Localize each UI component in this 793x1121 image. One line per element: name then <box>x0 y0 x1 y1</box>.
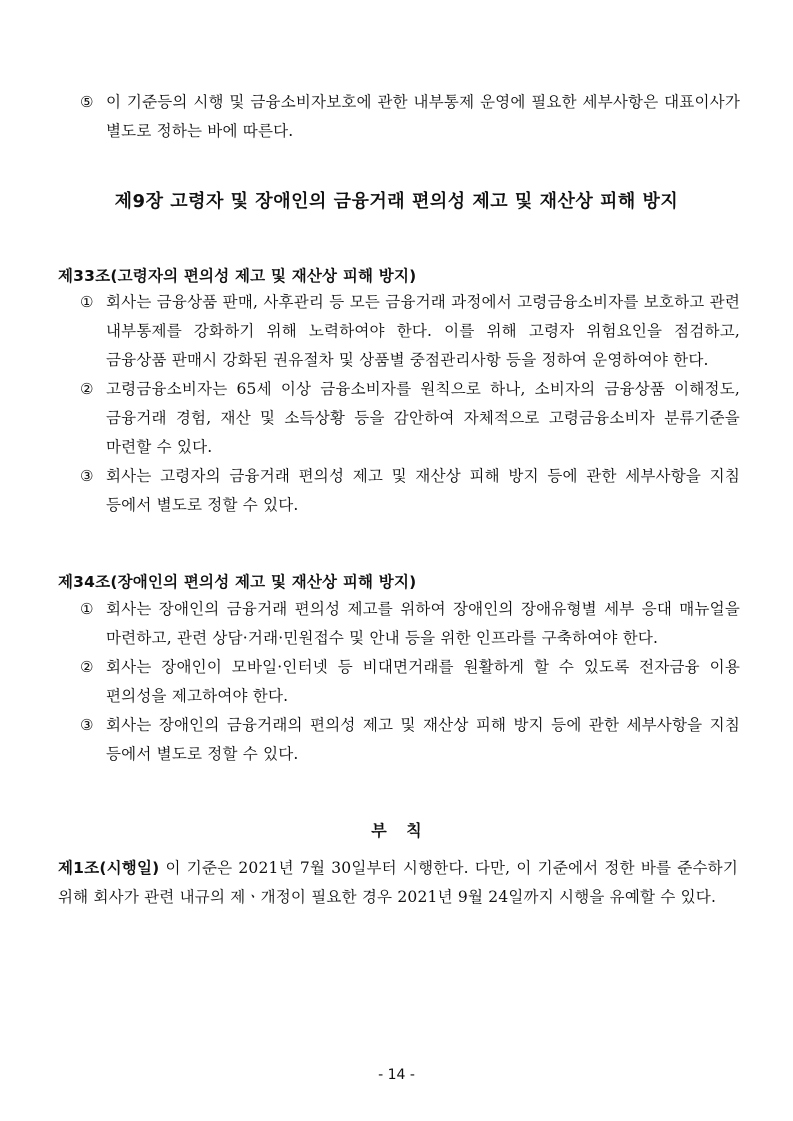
clause-number: ① <box>80 293 94 311</box>
article-34-clause-3 <box>80 711 740 769</box>
previous-clause <box>80 88 740 146</box>
clause-text: 회사는 장애인이 모바일·인터넷 등 비대면거래를 원활하게 할 수 있도록 전자금융 이용 편의성을 제고하여야 한다. <box>106 658 740 705</box>
article-33-body <box>80 288 740 520</box>
article-33-clause-3 <box>80 462 740 520</box>
clause-text: 회사는 금융상품 판매, 사후관리 등 모든 금융거래 과정에서 고령금융소비자를 보호하고 관련 내부통제를 강화하기 위해 노력하여야 한다. 이를 위해 고령자 위험요인을 점검하고, 금융상품 판매시 강화된 권유절차 및 상품별 중점관리사항 등을 정하여 운영하여야 한다. <box>106 293 740 369</box>
clause-5 <box>80 88 740 146</box>
clause-text: 회사는 장애인의 금융거래의 편의성 제고 및 재산상 피해 방지 등에 관한 세부사항을 지침 등에서 별도로 정할 수 있다. <box>106 716 740 763</box>
clause-number: ② <box>80 380 94 398</box>
article-label: 제1조(시행일) <box>58 859 160 877</box>
clause-text: 회사는 고령자의 금융거래 편의성 제고 및 재산상 피해 방지 등에 관한 세부사항을 지침 등에서 별도로 정할 수 있다. <box>106 467 740 514</box>
supplementary-heading: 부 칙 <box>371 821 422 840</box>
clause-text: 고령금융소비자는 65세 이상 금융소비자를 원칙으로 하나, 소비자의 금융상품 이해정도, 금융거래 경험, 재산 및 소득상황 등을 감안하여 자체적으로 고령금융소비자 분류기준을 마련할 수 있다. <box>106 380 740 456</box>
article-33-clause-2 <box>80 375 740 462</box>
article-34-clause-1 <box>80 595 740 653</box>
supplementary-article-1 <box>58 854 738 912</box>
clause-number: ③ <box>80 716 94 734</box>
page-number: - 14 - <box>378 1067 415 1083</box>
clause-number: ③ <box>80 467 94 485</box>
clause-text: 이 기준등의 시행 및 금융소비자보호에 관한 내부통제 운영에 필요한 세부사항은 대표이사가 별도로 정하는 바에 따른다. <box>106 93 740 140</box>
article-34-body <box>80 595 740 769</box>
chapter-title: 제9장 고령자 및 장애인의 금융거래 편의성 제고 및 재산상 피해 방지 <box>114 191 679 212</box>
article-34-clause-2 <box>80 653 740 711</box>
clause-number: ⑤ <box>80 93 94 111</box>
article-34-title: 제34조(장애인의 편의성 제고 및 재산상 피해 방지) <box>58 573 417 591</box>
article-33-clause-1 <box>80 288 740 375</box>
article-text: 이 기준은 2021년 7월 30일부터 시행한다. 다만, 이 기준에서 정한 바를 준수하기 위해 회사가 관련 내규의 제ㆍ개정이 필요한 경우 2021년 9월 24일까지 시행을 유예할 수 있다. <box>58 859 738 906</box>
clause-text: 회사는 장애인의 금융거래 편의성 제고를 위하여 장애인의 장애유형별 세부 응대 매뉴얼을 마련하고, 관련 상담·거래·민원접수 및 안내 등을 위한 인프라를 구축하여야 한다. <box>106 600 740 647</box>
article-33-title: 제33조(고령자의 편의성 제고 및 재산상 피해 방지) <box>58 267 417 285</box>
clause-number: ① <box>80 600 94 618</box>
clause-number: ② <box>80 658 94 676</box>
